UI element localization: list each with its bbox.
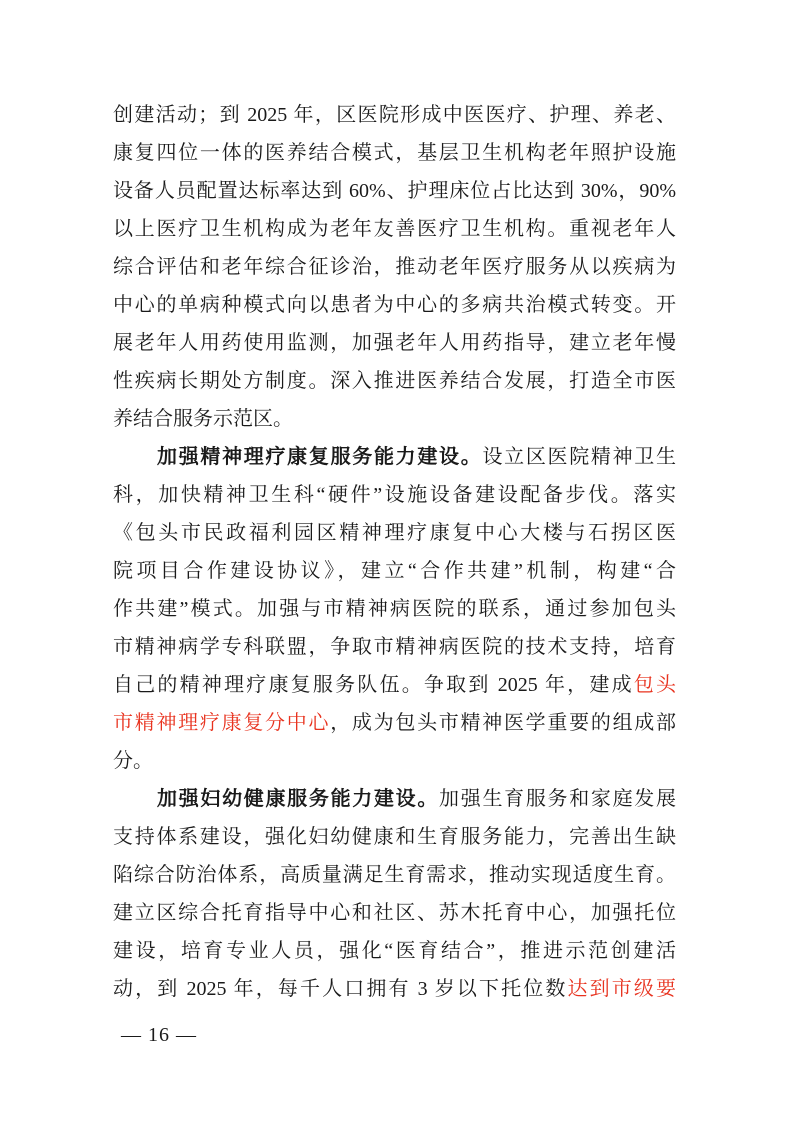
bold-heading-text: 加强妇幼健康服务能力建设。 xyxy=(157,788,440,810)
body-text: 《包头市民政福利园区精神理疗康复中心大楼与石拐区医 xyxy=(113,522,676,544)
text-line xyxy=(113,438,676,476)
text-line xyxy=(113,248,676,286)
body-text: 分。 xyxy=(113,750,153,772)
body-text: 科，加快精神卫生科“硬件”设施设备建设配备步伐。落实 xyxy=(113,484,676,506)
text-line xyxy=(113,780,676,818)
text-line xyxy=(113,856,676,894)
body-text: 中心的单病种模式向以患者为中心的多病共治模式转变。开 xyxy=(113,294,676,316)
text-line xyxy=(113,704,676,742)
body-text: 加强生育服务和家庭发展 xyxy=(439,788,676,810)
text-line xyxy=(113,476,676,514)
body-text: 展老年人用药使用监测，加强老年人用药指导，建立老年慢 xyxy=(113,332,676,354)
text-line xyxy=(113,970,676,1008)
text-line xyxy=(113,666,676,704)
body-text: 市精神病学专科联盟，争取市精神病医院的技术支持，培育 xyxy=(113,636,676,658)
text-line xyxy=(113,134,676,172)
page-number: — 16 — xyxy=(121,1024,197,1046)
body-text: 支持体系建设，强化妇幼健康和生育服务能力，完善出生缺 xyxy=(113,826,676,848)
body-text: 院项目合作建设协议》，建立“合作共建”机制，构建“合 xyxy=(113,560,676,582)
text-line xyxy=(113,210,676,248)
text-line xyxy=(113,286,676,324)
text-line xyxy=(113,932,676,970)
body-text: 建设，培育专业人员，强化“医育结合”，推进示范创建活 xyxy=(113,940,676,962)
red-emphasis-text: 包头 xyxy=(633,674,676,696)
text-line xyxy=(113,514,676,552)
body-text: ，成为包头市精神医学重要的组成部 xyxy=(330,712,676,734)
body-text: 自己的精神理疗康复服务队伍。争取到 2025 年，建成 xyxy=(113,674,634,696)
text-line xyxy=(113,362,676,400)
text-line xyxy=(113,894,676,932)
body-text: 设备人员配置达标率达到 60%、护理床位占比达到 30%，90% xyxy=(113,180,676,202)
body-text: 陷综合防治体系，高质量满足生育需求，推动实现适度生育。 xyxy=(113,864,676,886)
text-line xyxy=(113,552,676,590)
text-line xyxy=(113,628,676,666)
text-line xyxy=(113,400,676,438)
body-text: 动，到 2025 年，每千人口拥有 3 岁以下托位数 xyxy=(113,978,568,1000)
body-text: 创建活动；到 2025 年，区医院形成中医医疗、护理、养老、 xyxy=(113,104,676,126)
body-text: 康复四位一体的医养结合模式，基层卫生机构老年照护设施 xyxy=(113,142,676,164)
text-line xyxy=(113,742,676,780)
text-line xyxy=(113,96,676,134)
red-emphasis-text: 达到市级要 xyxy=(567,978,676,1000)
body-text: 性疾病长期处方制度。深入推进医养结合发展，打造全市医 xyxy=(113,370,676,392)
body-text: 建立区综合托育指导中心和社区、苏木托育中心，加强托位 xyxy=(113,902,676,924)
bold-heading-text: 加强精神理疗康复服务能力建设。 xyxy=(157,446,483,468)
body-text: 综合评估和老年综合征诊治，推动老年医疗服务从以疾病为 xyxy=(113,256,676,278)
text-line xyxy=(113,818,676,856)
body-text: 养结合服务示范区。 xyxy=(113,408,293,430)
body-text: 以上医疗卫生机构成为老年友善医疗卫生机构。重视老年人 xyxy=(113,218,676,240)
body-text: 作共建”模式。加强与市精神病医院的联系，通过参加包头 xyxy=(113,598,676,620)
document-body xyxy=(113,96,676,1008)
text-line xyxy=(113,590,676,628)
body-text: 设立区医院精神卫生 xyxy=(482,446,676,468)
red-emphasis-text: 市精神理疗康复分中心 xyxy=(113,712,331,734)
text-line xyxy=(113,172,676,210)
text-line xyxy=(113,324,676,362)
